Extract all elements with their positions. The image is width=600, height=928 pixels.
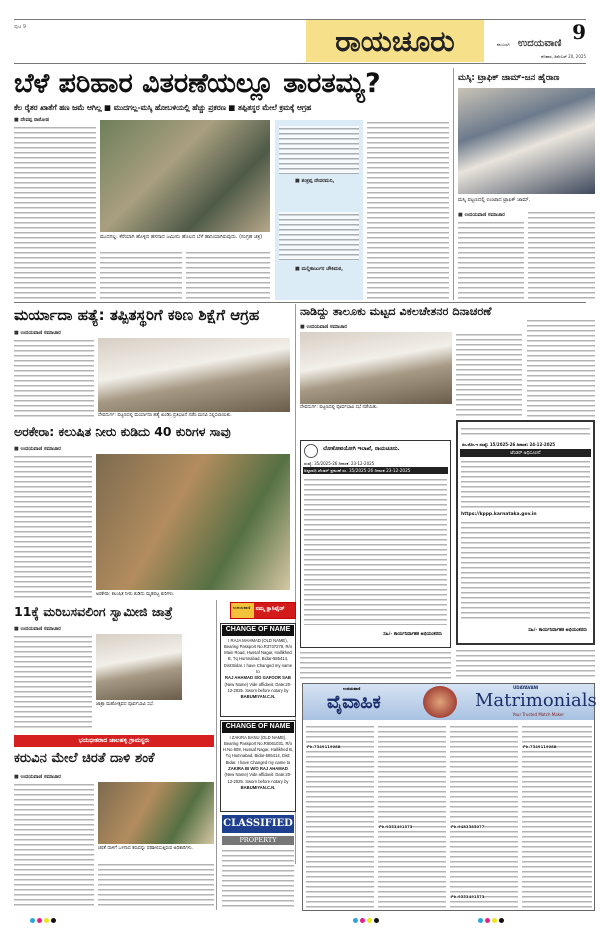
top-rule (14, 19, 586, 20)
story-photo (300, 332, 452, 404)
tender-body (304, 477, 447, 625)
lead-photo-caption: ಮುದಗಲ್ಲ: ಕೆರೆಯಾಗಿ ಹೊಳ್ಳಿದ ಹಸನಾದ ಜಮೀನು ಹೊಲದ ಬೆಳೆ ಹಾನಿಯಾಗಿರುವುದು. (ಸಂಗ್ರಹ ಚಿತ್ರ) (100, 234, 263, 240)
tender-notice-right (456, 420, 595, 645)
new-name: RAJ AHAMAD S/O GAFOOR SAB (225, 675, 291, 681)
matrimony-phone: Ph:9353491573 (379, 824, 413, 829)
tender-continued (300, 650, 451, 680)
story-headline-sheep-deaths: ಅರಕೇರಾ: ಕಲುಷಿತ ನೀರು ಕುಡಿದು 40 ಕುರಿಗಳ ಸಾವು (14, 424, 231, 439)
story-byline: ■ ಉದಯವಾಣಿ ಸಮಾಚಾರ (14, 330, 61, 336)
column-divider (216, 600, 217, 910)
matrimony-column (450, 724, 518, 908)
section-label: ಪುಟ 9 (14, 24, 27, 30)
kannada-title: ವೈವಾಹಿಕ (327, 692, 381, 713)
side-body-col1 (458, 220, 524, 300)
color-registration-marks (353, 918, 379, 923)
ad-title: CHANGE OF NAME (222, 722, 294, 733)
side-photo-caption: ಮಸ್ಕಿ ಪಟ್ಟಣದಲ್ಲಿ ಉಂಟಾದ ಟ್ರಾಫಿಕ್ ಜಾಮ್. (458, 197, 531, 203)
story-caption: ಜಾತ್ರಾ ಮಹೋತ್ಸವದ ಪೂರ್ವಭಾವಿ ಸಭೆ. (96, 702, 155, 707)
matrimony-phone: Ph:7349119088 (307, 744, 341, 749)
tender-office: ಲೋಕೋಪಯೋಗಿ ಇಲಾಖೆ, ರಾಯಚೂರು. (323, 446, 400, 452)
new-name: ZAKIRA BI W/O RAJ AHAMAD (228, 765, 288, 771)
story-body (527, 318, 595, 417)
lead-body-col1 (14, 125, 96, 300)
matrimony-phone: Ph:7349119088 (523, 744, 557, 749)
side-body-col2 (528, 210, 595, 300)
notary: BABUMIYAN.C.N. (240, 694, 276, 700)
quote-box (275, 120, 363, 300)
ad-title: CHANGE OF NAME (222, 625, 294, 636)
change-of-name-ad (220, 623, 296, 717)
matrimony-column (378, 724, 446, 908)
story-caption: ದೇವದುರ್ಗ: ಪಟ್ಟಣದಲ್ಲಿ ಮರ್ಯಾದಾ ಹತ್ಯೆ ಖಂಡಿಸಿ ಪ್ರತಿಭಟನೆ ನಡೆಸಿ ಮನವಿ ಸಲ್ಲಿಸಲಾಯಿತು. (98, 413, 232, 418)
lead-subhead: ಕೆಲ ರೈತರ ಖಾತೆಗೆ ಹಣ ಜಮೆ ಆಗಿಲ್ಲ ■ ಮುದಗಲ್ಲ-ಮಸ್ಕಿ ಹೋಬಳಿಯಲ್ಲಿ ಹೆಚ್ಚು ಪ್ರಕರಣ ■ ತಪ್ಪಿತಸ್ಥರ ಮೇಲೆ ಕ್ರಮಕ್ಕೆ ಆಗ್ರಹ (14, 103, 312, 112)
story-headline-disabled-day: ನಾಡಿದ್ದು ತಾಲೂಕು ಮಟ್ಟದ ವಿಕಲಚೇತನರ ದಿನಾಚರಣೆ (300, 305, 492, 318)
lead-byline: ■ ದೇವಪ್ಪ ರಾಠೋಡ (14, 117, 49, 123)
story-photo (98, 338, 290, 412)
section-rule (14, 302, 586, 303)
story-byline: ■ ಉದಯವಾಣಿ ಸಮಾಚಾರ (300, 324, 347, 330)
english-title: Matrimonials (475, 690, 597, 711)
lead-photo (100, 120, 270, 232)
story-photo (96, 454, 290, 590)
color-registration-marks (478, 918, 504, 923)
lead-body-col2 (100, 250, 182, 300)
side-photo (458, 88, 595, 194)
badge-right: ನಮ್ಮ ಕ್ಲಾಸಿಫೈಡ್ (254, 603, 295, 618)
story-body (456, 332, 522, 417)
side-headline: ಮಸ್ಕಿ: ಟ್ರಾಫಿಕ್ ಜಾಮ್-ಜನ ಹೈರಾಣ (458, 73, 560, 83)
brand-prefix: ಕಲಬುರಗಿ (497, 42, 510, 47)
lead-body-col3 (186, 250, 270, 300)
ad-body: Bearing Passport No.R6061031, R/o H.No 808, Hussaf Nagar, Hallikhed B, Tq Humnabad, Bidar-585414, Dist: Bidar. I have Changed my name to (222, 740, 294, 765)
story-body (14, 454, 92, 599)
masthead-title-box (306, 20, 484, 62)
side-byline: ■ ಉದಯವಾಣಿ ಸಮಾಚಾರ (458, 212, 505, 218)
story-photo (96, 634, 182, 700)
color-registration-marks (30, 918, 56, 923)
brand-logo: ಉದಯವಾಣಿ (518, 38, 562, 49)
tender-signoff: ಸಹಿ/- ಕಾರ್ಯನಿರ್ವಾಹಕ ಅಭಿಯಂತರರು (528, 628, 587, 633)
tender-bar: ಅಲ್ಪಾವಧಿ ಟೆಂಡರ್ ಪ್ರಕಟಣೆ ಸಂ. 35/2025-26 ದಿನಾಂಕ 23-12-2025 (303, 467, 448, 474)
kannada-brand: ಉದಯವಾಣಿ (343, 686, 361, 691)
story-headline-leopard: ಕರುವಿನ ಮೇಲೆ ಚಿರತೆ ದಾಳಿ ಶಂಕೆ (14, 751, 155, 766)
govt-seal-icon (304, 444, 318, 458)
notary: BABUMIYAN.C.N. (240, 784, 276, 790)
story-byline: ■ ಉದಯವಾಣಿ ಸಮಾಚಾರ (14, 626, 61, 632)
matrimony-column (306, 724, 374, 908)
issue-date: ಶನಿವಾರ, ಡಿಸೆಂಬರ್ 20, 2025 (541, 54, 586, 59)
page-number: 9 (572, 20, 586, 44)
hands-emblem-icon (423, 686, 457, 718)
quote1-name: ■ ಶಂಕ್ರಪ್ಪ ದೇವರಮನಿ, (295, 178, 335, 184)
matrimony-phone: Ph:9353491573 (451, 894, 485, 899)
matrimonials-section (302, 683, 595, 911)
masthead-title: ರಾಯಚೂರು (335, 23, 455, 58)
column-divider (453, 68, 454, 300)
old-name: I RAJA MAHMAD (OLD NAME), (228, 637, 288, 643)
story-photo (98, 782, 214, 844)
story-body (14, 634, 92, 730)
masthead-rule (14, 63, 586, 64)
tender-bar: ಟೆಂಡರ್ ಅಧಿಸೂಚನೆ (460, 449, 591, 457)
story-kicker-banner: ಭಯಭೀತರಾದ ಜಾಲಹಳ್ಳಿ ಗ್ರಾಮಸ್ಥರು (14, 735, 214, 747)
story-headline-jatre: 11ಕ್ಕೆ ಮರಿಬಸವಲಿಂಗ ಸ್ವಾಮೀಜಿ ಜಾತ್ರೆ (14, 604, 173, 619)
story-caption: ಅರಕೇರಾ: ಕಲುಷಿತ ನೀರು ಕುಡಿದು ಮೃತಪಟ್ಟ ಕುರಿಗಳು. (96, 592, 175, 597)
ad-body: Bearing Passport No.R3737278, R/o Main Road, Hussaf Nagar, Hallikhed B, Tq Humnabad, Bidar-585414, Dist:Bidar. I have Changed my name to (223, 643, 293, 674)
ad-tail: (New Name) Vide affidavit. Date:20-12-2025. Sworn before notary by (224, 681, 292, 693)
matrimony-phone: Ph:9483385077 (451, 824, 485, 829)
tender-continued (456, 648, 595, 680)
story-caption: ಚಿರತೆ ದಾಳಿಗೆ ಒಳಗಾದ ಕರುವನ್ನು ಪರಿಶೀಲಿಸುತ್ತಿರುವ ಅಧಿಕಾರಿಗಳು. (98, 846, 194, 851)
story-caption: ದೇವದುರ್ಗ: ಪಟ್ಟಣದಲ್ಲಿ ಪೂರ್ವಭಾವಿ ಸಭೆ ನಡೆಯಿತು. (300, 405, 379, 410)
story-byline: ■ ಉದಯವಾಣಿ ಸಮಾಚಾರ (14, 774, 61, 780)
story-body (98, 862, 214, 907)
lead-headline: ಬೆಳೆ ಪರಿಹಾರ ವಿತರಣೆಯಲ್ಲೂ ತಾರತಮ್ಯ? (14, 68, 381, 99)
tender-signoff: ಸಹಿ/- ಕಾರ್ಯನಿರ್ವಾಹಕ ಅಭಿಯಂತರರು (383, 632, 442, 637)
tender-ref: ಸಂಖ್ಯೆ: 35/2025-26 ದಿನಾಂಕ: 23-12-2025 (304, 461, 375, 466)
tender-notice-left (300, 440, 451, 648)
property-title: PROPERTY (222, 836, 294, 845)
matrimonials-banner (303, 684, 597, 720)
english-brand: UDAYAVANI (513, 685, 539, 690)
quote2-name: ■ ಮಲ್ಲಿಕಾರ್ಜುನ ಚೌಕಿಮಠ, (295, 266, 343, 272)
story-headline-honour-killing: ಮರ್ಯಾದಾ ಹತ್ಯೆ: ತಪ್ಪಿತಸ್ಥರಿಗೆ ಕಠಿಣ ಶಿಕ್ಷೆಗೆ ಆಗ್ರಹ (14, 306, 260, 324)
tagline: Your Trusted Match Maker (512, 712, 564, 717)
old-name: I ZAKIRA BANU (OLD NAME), (229, 734, 287, 740)
story-byline: ■ ಉದಯವಾಣಿ ಸಮಾಚಾರ (14, 446, 61, 452)
matrimony-column (522, 724, 592, 908)
classified-title: CLASSIFIED (222, 815, 294, 833)
badge-left: ಉದಯವಾಣಿ (231, 603, 254, 618)
story-body (14, 782, 94, 907)
change-of-name-ad (220, 720, 296, 812)
story-body (14, 338, 94, 418)
property-listings (222, 848, 294, 908)
lead-body-col4 (367, 120, 449, 300)
tender-ref: ಸಂ.ಲೋ.ಇ ಸಂಖ್ಯೆ: 15/2025-26 ದಿನಾಂಕ: 24-12-2025 (462, 442, 556, 447)
classified-badge (230, 602, 296, 619)
tender-url-link[interactable]: https://kppp.karnataka.gov.in (461, 512, 537, 517)
ad-tail: (New Name) Vide affidavit. Date:20-12-2025. Sworn before notary by (224, 772, 292, 784)
